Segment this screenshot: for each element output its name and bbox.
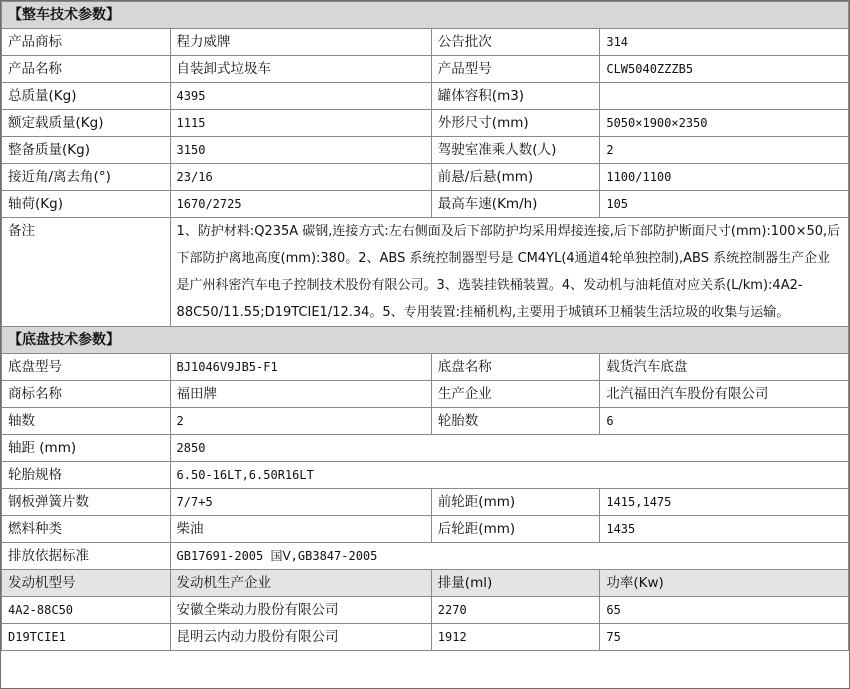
row-label: 整备质量(Kg): [2, 137, 171, 164]
row-label: 外形尺寸(mm): [431, 110, 600, 137]
row-label: 产品名称: [2, 56, 171, 83]
row-label: 底盘型号: [2, 354, 171, 381]
spec-table: [1, 1, 849, 651]
row-value: 314: [600, 29, 849, 56]
row-label: 钢板弹簧片数: [2, 489, 171, 516]
row-value: BJ1046V9JB5-F1: [170, 354, 431, 381]
row-label: 后轮距(mm): [431, 516, 600, 543]
vehicle-section-header: [2, 2, 849, 29]
emission-value: GB17691-2005 国Ⅴ,GB3847-2005: [170, 543, 848, 570]
table-row: [2, 516, 849, 543]
row-label: 最高车速(Km/h): [431, 191, 600, 218]
engine-displacement: 1912: [431, 624, 600, 651]
row-value: 北汽福田汽车股份有限公司: [600, 381, 849, 408]
table-row: [2, 191, 849, 218]
row-label: 商标名称: [2, 381, 171, 408]
row-value: [600, 83, 849, 110]
row-value: 6: [600, 408, 849, 435]
row-value: 自装卸式垃圾车: [170, 56, 431, 83]
engine-row: [2, 597, 849, 624]
table-row: [2, 408, 849, 435]
row-label: 产品商标: [2, 29, 171, 56]
engine-maker: 安徽全柴动力股份有限公司: [170, 597, 431, 624]
engine-header-row: [2, 570, 849, 597]
row-value: 福田牌: [170, 381, 431, 408]
engine-model: 4A2-88C50: [2, 597, 171, 624]
engine-maker: 昆明云内动力股份有限公司: [170, 624, 431, 651]
table-row: [2, 381, 849, 408]
column-header: 发动机生产企业: [170, 570, 431, 597]
row-value: 7/7+5: [170, 489, 431, 516]
tire-spec-label: 轮胎规格: [2, 462, 171, 489]
row-label: 额定载质量(Kg): [2, 110, 171, 137]
row-value: 1115: [170, 110, 431, 137]
chassis-section-title: 【底盘技术参数】: [2, 327, 849, 354]
engine-power: 75: [600, 624, 849, 651]
row-label: 轴荷(Kg): [2, 191, 171, 218]
remarks-row: [2, 218, 849, 327]
row-value: CLW5040ZZZB5: [600, 56, 849, 83]
row-label: 驾驶室准乘人数(人): [431, 137, 600, 164]
row-label: 前轮距(mm): [431, 489, 600, 516]
row-label: 公告批次: [431, 29, 600, 56]
row-label: 罐体容积(m3): [431, 83, 600, 110]
row-value: 3150: [170, 137, 431, 164]
table-row: [2, 489, 849, 516]
column-header: 功率(Kw): [600, 570, 849, 597]
row-label: 总质量(Kg): [2, 83, 171, 110]
engine-power: 65: [600, 597, 849, 624]
remarks-text: 1、防护材料:Q235A 碳钢,连接方式:左右侧面及后下部防护均采用焊接连接,后下部防护断面尺寸(mm):100×50,后下部防护离地高度(mm):380。2、ABS 系统控制器型号是 CM4YL(4通道4轮单独控制),ABS 系统控制器生产企业是广州科密汽车电子控制技术股份有限公司。3、选装挂铁桶装置。4、发动机与油耗值对应关系(L/km):4A2-88C50/11.55;D19TCIE1/12.34。5、专用装置:挂桶机构,主要用于城镇环卫桶装生活垃圾的收集与运输。: [170, 218, 848, 327]
row-label: 燃料种类: [2, 516, 171, 543]
table-row: [2, 29, 849, 56]
row-label: 轮胎数: [431, 408, 600, 435]
table-row: [2, 110, 849, 137]
row-value: 程力威牌: [170, 29, 431, 56]
row-label: 生产企业: [431, 381, 600, 408]
emission-label: 排放依据标准: [2, 543, 171, 570]
row-value: 4395: [170, 83, 431, 110]
row-value: 1670/2725: [170, 191, 431, 218]
engine-displacement: 2270: [431, 597, 600, 624]
engine-model: D19TCIE1: [2, 624, 171, 651]
row-label: 底盘名称: [431, 354, 600, 381]
table-row: [2, 462, 849, 489]
chassis-section-header: [2, 327, 849, 354]
table-row: [2, 164, 849, 191]
table-row: [2, 435, 849, 462]
table-row: [2, 83, 849, 110]
remarks-label: 备注: [2, 218, 171, 327]
row-value: 载货汽车底盘: [600, 354, 849, 381]
wheelbase-value: 2850: [170, 435, 848, 462]
engine-row: [2, 624, 849, 651]
table-row: [2, 354, 849, 381]
row-value: 柴油: [170, 516, 431, 543]
row-label: 产品型号: [431, 56, 600, 83]
row-label: 接近角/离去角(°): [2, 164, 171, 191]
table-row: [2, 56, 849, 83]
row-value: 105: [600, 191, 849, 218]
vehicle-section-title: 【整车技术参数】: [2, 2, 849, 29]
row-value: 5050×1900×2350: [600, 110, 849, 137]
column-header: 发动机型号: [2, 570, 171, 597]
row-value: 1415,1475: [600, 489, 849, 516]
table-row: [2, 137, 849, 164]
row-value: 2: [600, 137, 849, 164]
column-header: 排量(ml): [431, 570, 600, 597]
wheelbase-label: 轴距 (mm): [2, 435, 171, 462]
row-value: 1100/1100: [600, 164, 849, 191]
row-value: 2: [170, 408, 431, 435]
table-row: [2, 543, 849, 570]
row-value: 1435: [600, 516, 849, 543]
row-value: 23/16: [170, 164, 431, 191]
tire-spec-value: 6.50-16LT,6.50R16LT: [170, 462, 848, 489]
row-label: 前悬/后悬(mm): [431, 164, 600, 191]
row-label: 轴数: [2, 408, 171, 435]
